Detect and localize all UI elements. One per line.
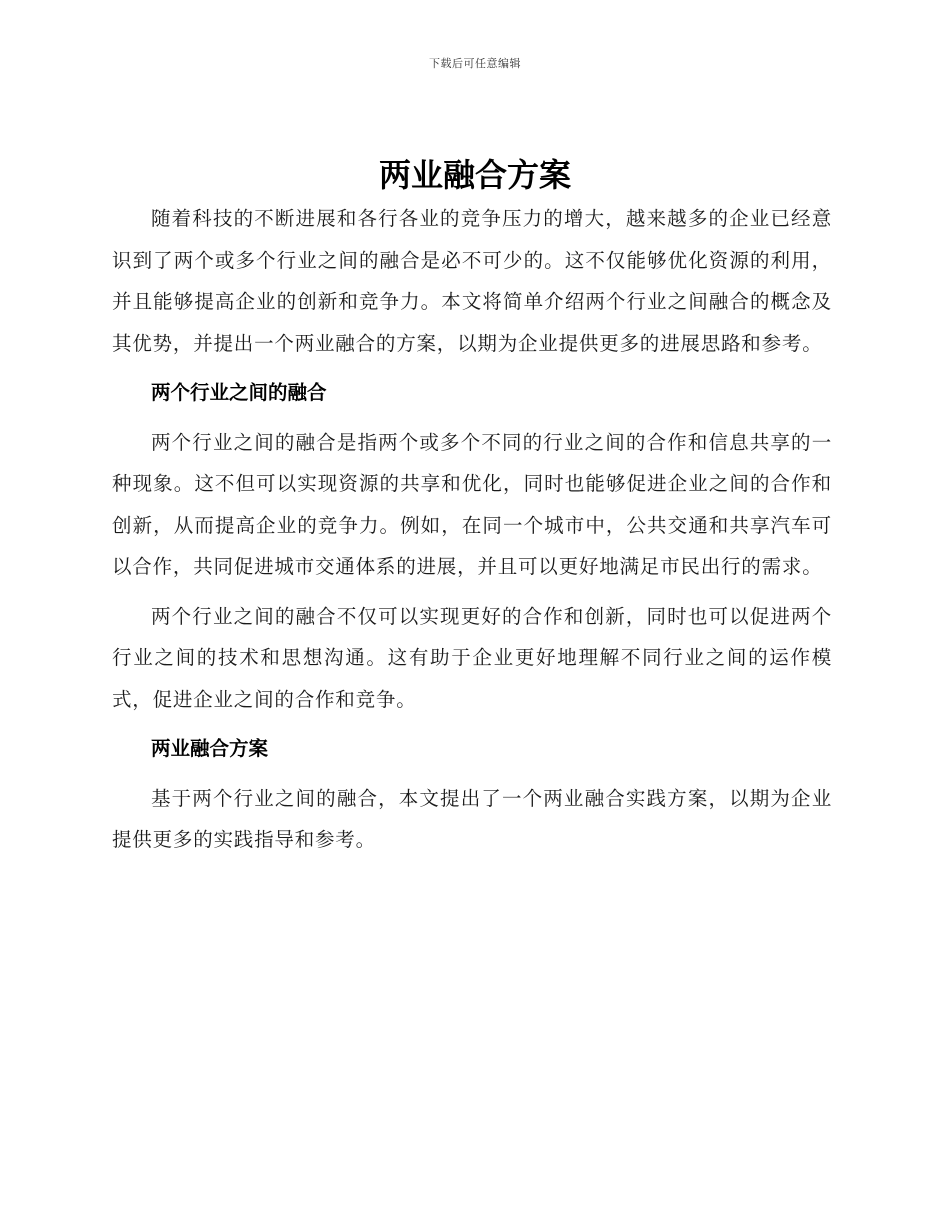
paragraph-fusion-benefits: 两个行业之间的融合不仅可以实现更好的合作和创新，同时也可以促进两个行业之间的技术和思想沟通。这有助于企业更好地理解不同行业之间的运作模式，促进企业之间的合作和竞争。 (112, 604, 832, 711)
document-body (112, 198, 832, 869)
paragraph-fusion-definition: 两个行业之间的融合是指两个或多个不同的行业之间的合作和信息共享的一种现象。这不但可以实现资源的共享和优化，同时也能够促进企业之间的合作和创新，从而提高企业的竞争力。例如，在同一个城市中，公共交通和共享汽车可以合作，共同促进城市交通体系的进展，并且可以更好地满足市民出行的需求。 (112, 430, 832, 578)
page-title: 两业融合方案 (378, 156, 571, 194)
section-heading-fusion-plan: 两业融合方案 (151, 737, 269, 760)
intro-paragraph: 随着科技的不断进展和各行各业的竞争压力的增大，越来越多的企业已经意识到了两个或多个行业之间的融合是必不可少的。这不仅能够优化资源的利用，并且能够提高企业的创新和竞争力。本文将简单介绍两个行业之间融合的概念及其优势，并提出一个两业融合的方案，以期为企业提供更多的进展思路和参考。 (112, 207, 832, 355)
section-heading-industry-fusion: 两个行业之间的融合 (151, 381, 327, 404)
header-note: 下载后可任意编辑 (429, 57, 521, 70)
paragraph-fusion-plan: 基于两个行业之间的融合，本文提出了一个两业融合实践方案，以期为企业提供更多的实践指导和参考。 (112, 786, 832, 851)
